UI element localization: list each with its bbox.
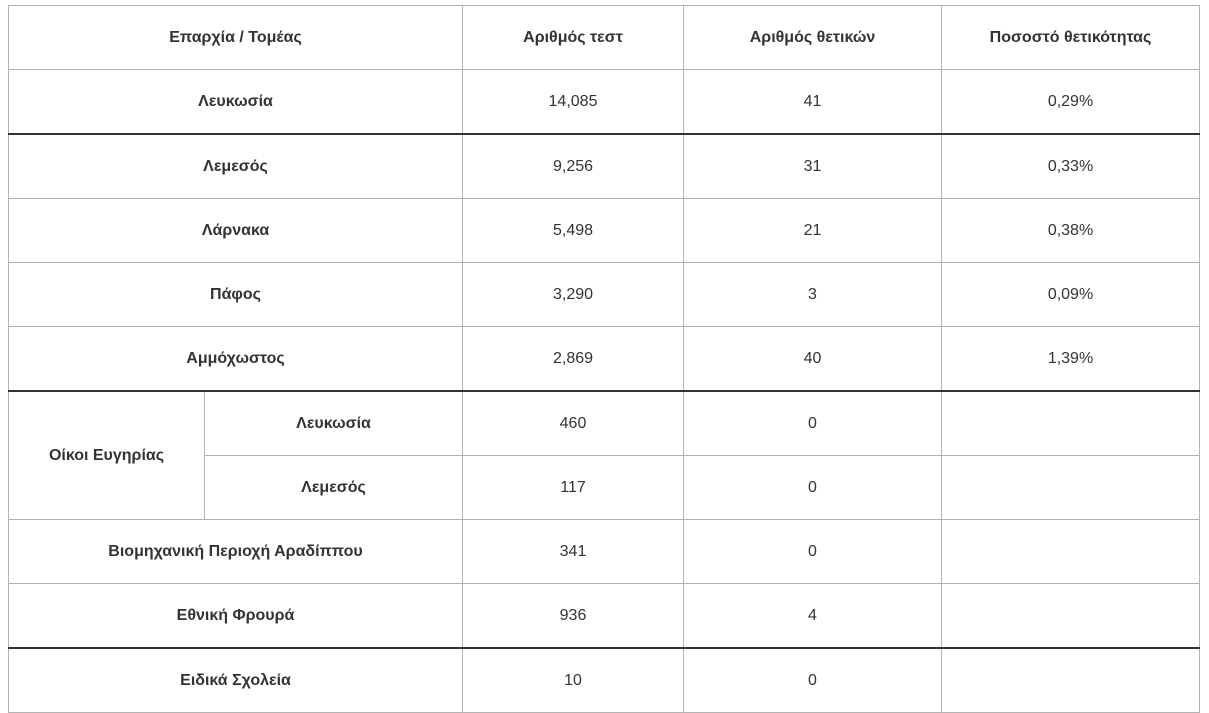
table-container <box>8 5 1200 713</box>
row-positives: 0 <box>684 391 942 456</box>
row-tests: 936 <box>463 584 684 649</box>
row-rate <box>942 391 1200 456</box>
row-tests: 341 <box>463 520 684 584</box>
row-label: Αμμόχωστος <box>9 327 463 392</box>
row-tests: 5,498 <box>463 199 684 263</box>
table-row <box>9 584 1200 649</box>
row-tests: 14,085 <box>463 70 684 135</box>
care-homes-label: Οίκοι Ευγηρίας <box>9 391 205 520</box>
row-rate <box>942 520 1200 584</box>
row-label: Λάρνακα <box>9 199 463 263</box>
row-tests: 2,869 <box>463 327 684 392</box>
row-positives: 41 <box>684 70 942 135</box>
row-rate <box>942 456 1200 520</box>
row-label: Λεμεσός <box>205 456 463 520</box>
table-row <box>9 327 1200 392</box>
row-label: Ειδικά Σχολεία <box>9 648 463 713</box>
header-rate: Ποσοστό θετικότητας <box>942 6 1200 70</box>
header-region: Επαρχία / Τομέας <box>9 6 463 70</box>
test-results-table <box>8 5 1200 713</box>
table-row <box>9 199 1200 263</box>
row-label: Πάφος <box>9 263 463 327</box>
row-positives: 0 <box>684 520 942 584</box>
row-tests: 117 <box>463 456 684 520</box>
row-tests: 9,256 <box>463 134 684 199</box>
row-rate: 0,09% <box>942 263 1200 327</box>
row-positives: 0 <box>684 648 942 713</box>
row-positives: 40 <box>684 327 942 392</box>
row-label: Λεμεσός <box>9 134 463 199</box>
table-row <box>9 520 1200 584</box>
row-tests: 10 <box>463 648 684 713</box>
table-row <box>9 391 1200 456</box>
row-rate <box>942 584 1200 649</box>
row-positives: 4 <box>684 584 942 649</box>
row-rate: 0,33% <box>942 134 1200 199</box>
row-positives: 3 <box>684 263 942 327</box>
row-rate: 0,38% <box>942 199 1200 263</box>
table-row <box>9 134 1200 199</box>
row-rate: 0,29% <box>942 70 1200 135</box>
row-label: Εθνική Φρουρά <box>9 584 463 649</box>
row-positives: 31 <box>684 134 942 199</box>
row-label: Λευκωσία <box>9 70 463 135</box>
row-label: Λευκωσία <box>205 391 463 456</box>
table-row <box>9 648 1200 713</box>
table-header-row <box>9 6 1200 70</box>
header-positives: Αριθμός θετικών <box>684 6 942 70</box>
row-tests: 460 <box>463 391 684 456</box>
row-positives: 21 <box>684 199 942 263</box>
row-tests: 3,290 <box>463 263 684 327</box>
row-rate: 1,39% <box>942 327 1200 392</box>
row-label: Βιομηχανική Περιοχή Αραδίππου <box>9 520 463 584</box>
table-row <box>9 263 1200 327</box>
table-row <box>9 70 1200 135</box>
header-tests: Αριθμός τεστ <box>463 6 684 70</box>
row-rate <box>942 648 1200 713</box>
row-positives: 0 <box>684 456 942 520</box>
